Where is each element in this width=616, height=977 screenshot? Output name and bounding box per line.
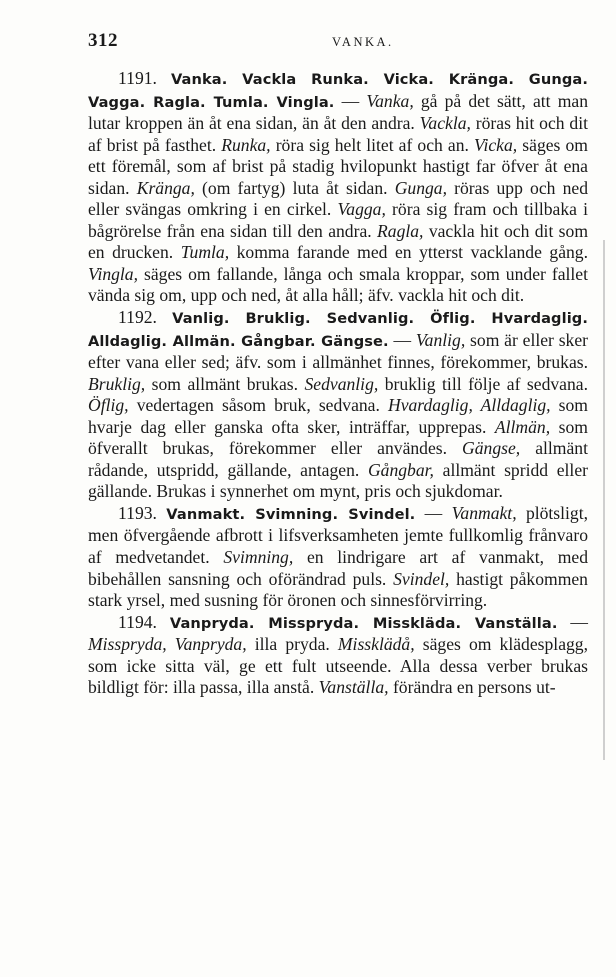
- entry-1194: 1194. Vanpryda. Misspryda. Misskläda. Vanställa. — Misspryda, Vanpryda, illa pryda. Missklädå, säges om klädesplagg, som icke sitta väl, ge ett fult utseende. Alla dessa verber brukas bildligt för: illa passa, illa anstå. Vanställa, förändra en persons ut-: [88, 611, 588, 698]
- entry-headwords: Vanpryda. Misspryda. Misskläda. Vanställa.: [169, 614, 558, 632]
- entry-headwords: Vanlig. Bruklig. Sedvanlig. Öflig. Hvardaglig. Alldaglig. Allmän. Gångbar. Gängse.: [88, 310, 589, 350]
- page-edge-shadow: [603, 240, 605, 760]
- running-head: [88, 30, 588, 56]
- entry-number: 1193.: [118, 502, 157, 523]
- entry-1191: 1191. Vanka. Vackla Runka. Vicka. Kränga. Gunga. Vagga. Ragla. Tumla. Vingla. — Vanka, gå på det sätt, att man lutar kroppen än åt ena sidan, än åt den andra. Vackla, röras hit och dit af brist på fasthet. Runka, röra sig helt litet af och an. Vicka, säges om ett föremål, som af brist på stadig hvilopunkt hastigt far öfver åt ena sidan. Kränga, (om fartyg) luta åt sidan. Gunga, röras upp och ned eller svängas omkring i en cirkel. Vagga, röra sig fram och tillbaka i bågrörelse från ena sidan till den andra. Ragla, vackla hit och dit som en drucken. Tumla, komma farande med en ytterst vacklande gång. Vingla, säges om fallande, långa och smala kroppar, som under fallet vända sig om, upp och ned, åt alla håll; äfv. vackla hit och dit.: [88, 68, 589, 306]
- entry-headwords: Vanmakt. Svimning. Svindel.: [166, 505, 416, 523]
- entry-number: 1192.: [118, 307, 157, 328]
- entry-1192: 1192. Vanlig. Bruklig. Sedvanlig. Öflig. Hvardaglig. Alldaglig. Allmän. Gångbar. Gängse. — Vanlig, som är eller sker efter vana eller sed; äfv. som i allmänhet finnes, förekommer, brukas. Bruklig, som allmänt brukas. Sedvanlig, bruklig till följe af sedvana. Öflig, vedertagen såsom bruk, sedvana. Hvardaglig, Alldaglig, som hvarje dag eller ganska ofta sker, inträffar, upprepas. Allmän, som öfverallt brukas, förekommer eller användes. Gängse, allmänt rådande, utspridd, gällande, antagen. Gångbar, allmänt spridd eller gällande. Brukas i synnerhet om mynt, pris och sjukdomar.: [88, 307, 589, 502]
- running-title: VANKA.: [332, 35, 394, 49]
- entry-headwords: Vanka. Vackla Runka. Vicka. Kränga. Gunga. Vagga. Ragla. Tumla. Vingla.: [88, 71, 588, 111]
- page-number: 312: [88, 30, 118, 51]
- entry-1193: 1193. Vanmakt. Svimning. Svindel. — Vanmakt, plötsligt, men öfvergående afbrott i lifsverksamheten jemte fullkomlig frånvaro af medvetandet. Svimning, en lindrigare art af vanmakt, med bibehållen sansning och oförändrad puls. Svindel, hastigt påkommen stark yrsel, med susning för öronen och sinnesförvirring.: [88, 502, 589, 611]
- text-block: [88, 68, 588, 699]
- entry-number: 1194.: [118, 611, 157, 632]
- entry-number: 1191.: [118, 68, 157, 88]
